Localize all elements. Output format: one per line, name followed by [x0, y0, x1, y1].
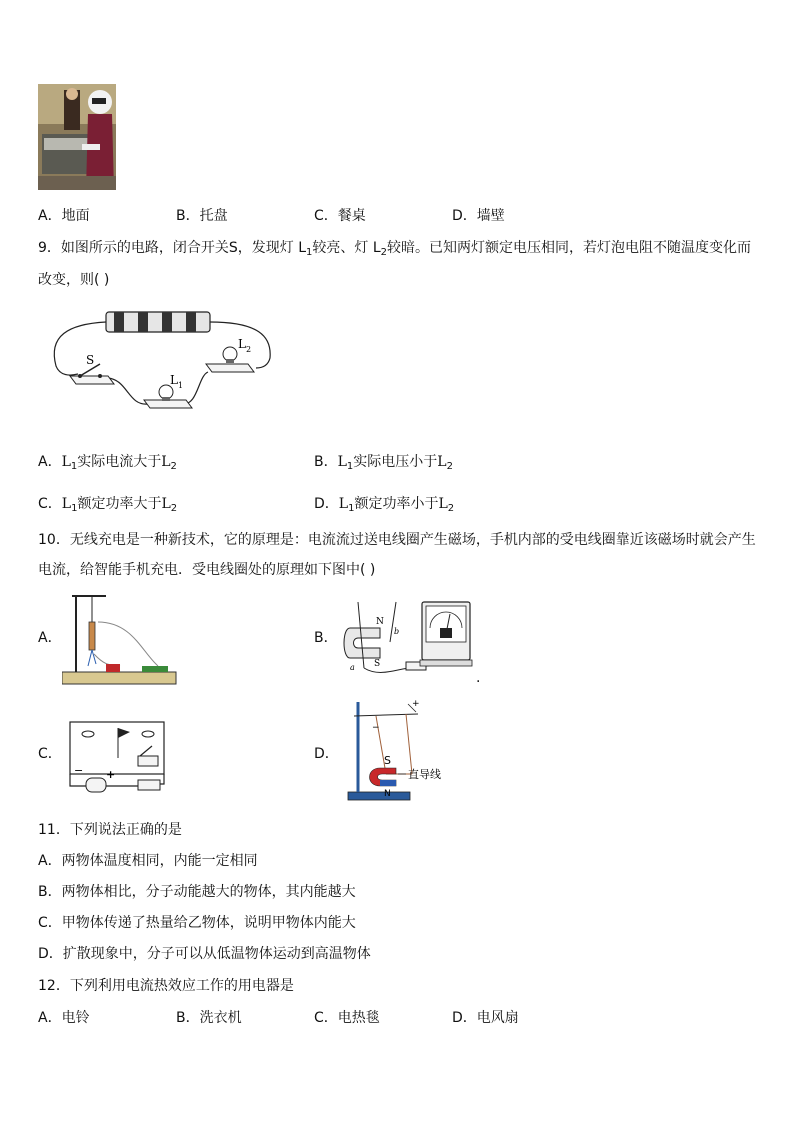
q9-option-c[interactable]: C．$L_1$额定功率大于$L_2$: [38, 496, 178, 514]
fig-c-minus: −: [74, 764, 84, 777]
fig-d-wire-label: 直导线: [408, 768, 441, 781]
lamp1-sub: 1: [178, 381, 184, 390]
q8-option-b[interactable]: B．托盘: [176, 208, 228, 224]
q10-figure-b: [340, 598, 480, 686]
fig-b-n-label: N: [376, 617, 384, 627]
fig-d-plus: +: [412, 699, 420, 709]
q10-stem-line2: 电流，给智能手机充电．受电线圈处的原理如下图中( ): [38, 562, 376, 578]
fig-b-a-label: a: [350, 663, 355, 672]
q9-circuit-figure: [48, 306, 278, 422]
lamp1-label: L: [170, 373, 178, 387]
q9-option-a[interactable]: A．$L_1$实际电流大于$L_2$: [38, 454, 177, 472]
q12-option-c[interactable]: C．电热毯: [314, 1010, 380, 1026]
q10-figure-a: [62, 592, 178, 690]
lamp2-sub: 2: [246, 345, 252, 354]
q12-stem: 12．下列利用电流热效应工作的用电器是: [38, 978, 294, 994]
fig-b-b-label: b: [394, 627, 400, 636]
q10-figure-c: [66, 718, 170, 806]
fig-d-n-label: N: [384, 789, 391, 799]
robot-waiter-photo: [38, 84, 116, 190]
q10-option-b-label[interactable]: B．: [314, 630, 338, 646]
q12-option-b[interactable]: B．洗衣机: [176, 1010, 242, 1026]
q12-option-a[interactable]: A．电铃: [38, 1010, 90, 1026]
q10-option-c-label[interactable]: C．: [38, 746, 62, 762]
q10-figure-d: [346, 696, 456, 806]
q10-option-d-label[interactable]: D．: [314, 746, 339, 762]
q8-option-d[interactable]: D．墙壁: [452, 208, 505, 224]
q10-option-a-label[interactable]: A．: [38, 630, 62, 646]
q11-option-c[interactable]: C．甲物体传递了热量给乙物体，说明甲物体内能大: [38, 915, 356, 931]
q11-option-b[interactable]: B．两物体相比，分子动能越大的物体，其内能越大: [38, 884, 356, 900]
q11-option-a[interactable]: A．两物体温度相同，内能一定相同: [38, 853, 258, 869]
q8-option-a[interactable]: A．地面: [38, 208, 90, 224]
fig-b-s-label: S: [374, 659, 381, 669]
q11-option-d[interactable]: D．扩散现象中，分子可以从低温物体运动到高温物体: [38, 946, 371, 962]
lamp2-label: L: [238, 337, 246, 351]
switch-label: S: [86, 353, 95, 367]
q9-option-d[interactable]: D．$L_1$额定功率小于$L_2$: [314, 496, 455, 514]
fig-d-s-label: S: [384, 754, 391, 767]
q12-option-d[interactable]: D．电风扇: [452, 1010, 519, 1026]
fig-c-plus: +: [106, 768, 116, 781]
q10-stem-line1: 10．无线充电是一种新技术，它的原理是：电流流过送电线圈产生磁场，手机内部的受电线圈靠近该磁场时就会产生: [38, 532, 756, 548]
q8-option-c[interactable]: C．餐桌: [314, 208, 366, 224]
q11-stem: 11．下列说法正确的是: [38, 822, 182, 838]
q9-option-b[interactable]: B．$L_1$实际电压小于$L_2$: [314, 454, 453, 472]
q9-stem-line1: 9．如图所示的电路，闭合开关S，发现灯 $L_1$较亮、灯 $L_2$较暗。已知两灯额定电压相同，若灯泡电阻不随温度变化而: [38, 240, 752, 258]
fig-d-minus: −: [372, 723, 380, 733]
q10-figure-b-dot: .: [476, 670, 481, 686]
q9-stem-line2: 改变，则( ): [38, 272, 110, 288]
